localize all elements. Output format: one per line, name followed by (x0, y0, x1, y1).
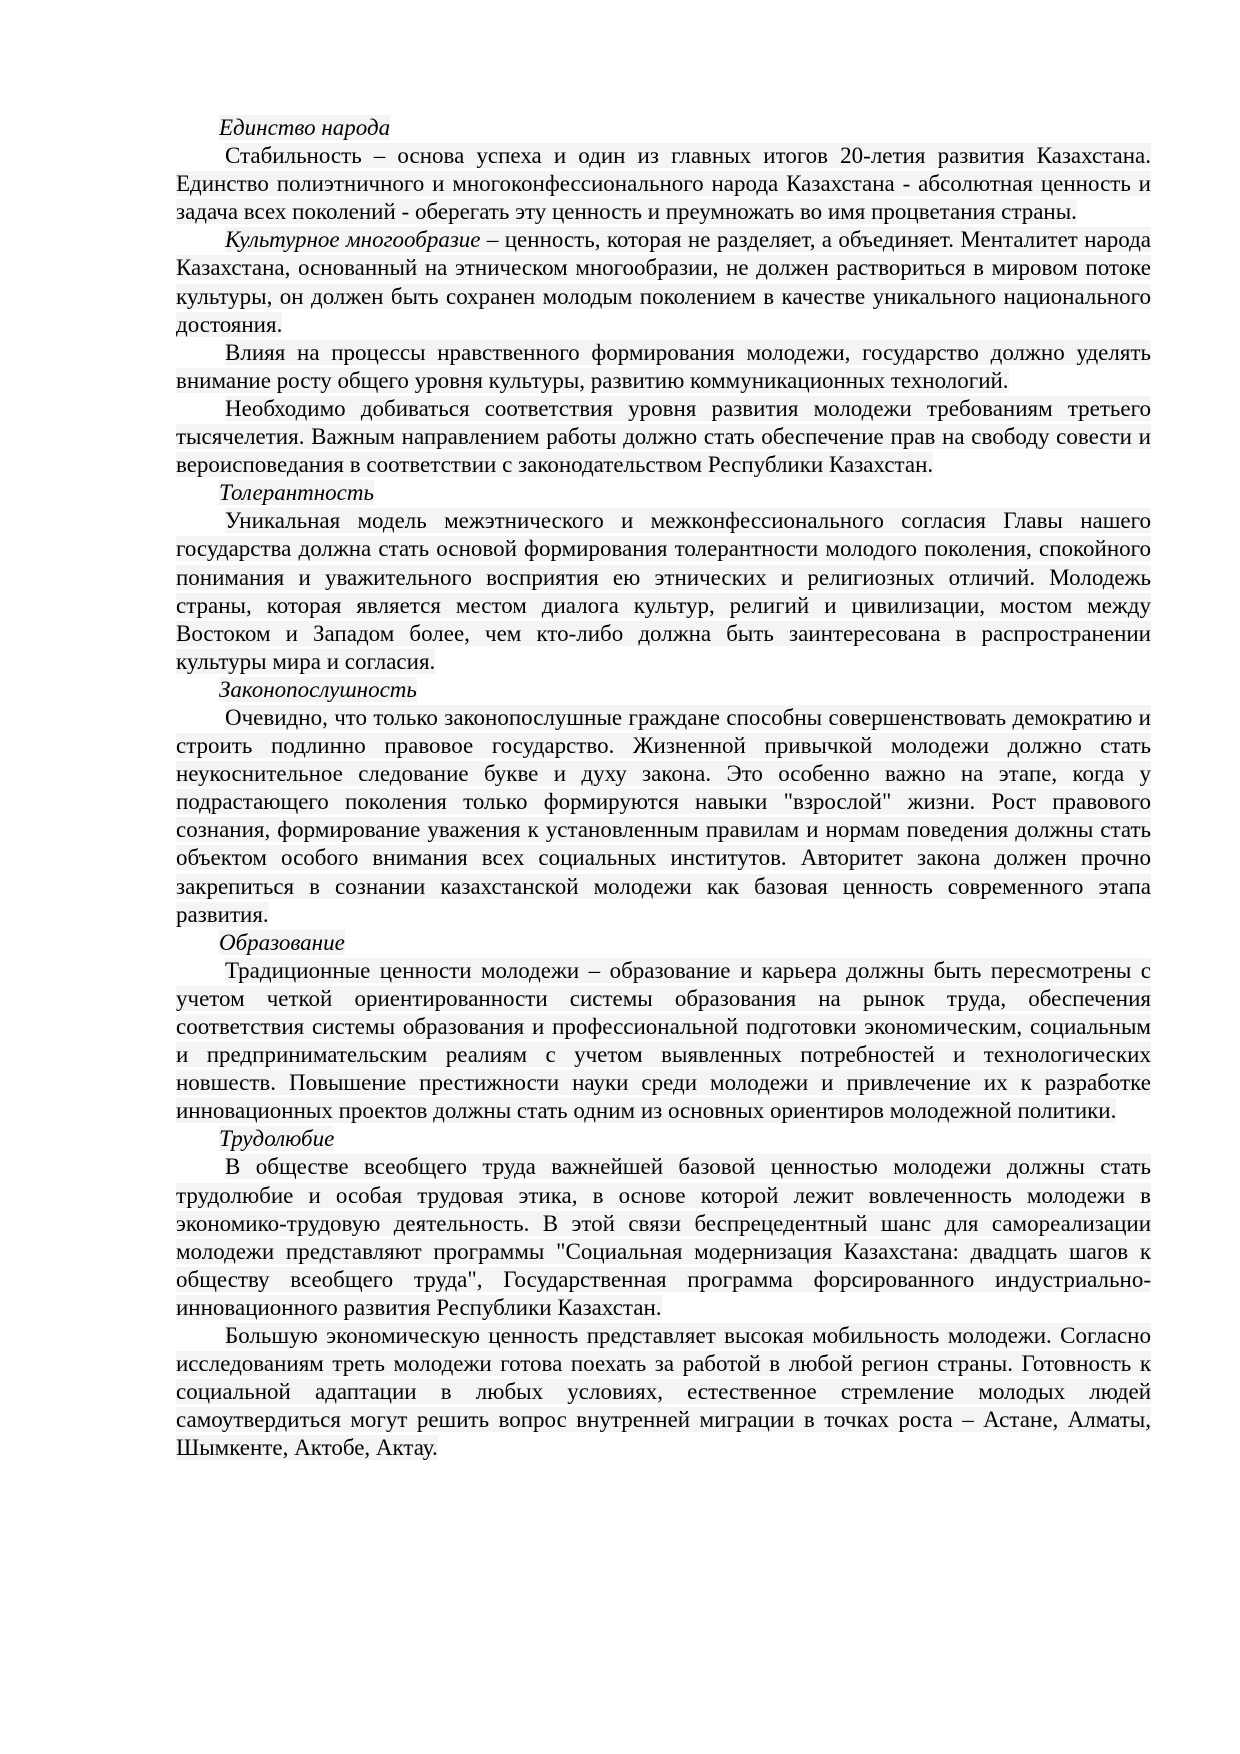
document-content (176, 114, 1151, 1463)
paragraph-text: Уникальная модель межэтнического и межконфессионального согласия Главы нашего государства должна стать основой формирования толерантности молодого поколения, спокойного понимания и уважительного восприятия ею этнических и религиозных отличий. Молодежь страны, которая является местом диалога культур, религий и цивилизации, мостом между Востоком и Западом более, чем кто-либо должна быть заинтересована в распространении культуры мира и согласия. (176, 508, 1151, 674)
paragraph-stability (176, 142, 1151, 226)
paragraph-text: Влияя на процессы нравственного формирования молодежи, государство должно уделять внимание росту общего уровня культуры, развитию коммуникационных технологий. (176, 339, 1151, 393)
paragraph-text: Необходимо добиваться соответствия уровня развития молодежи требованиям третьего тысячелетия. Важным направлением работы должно стать обеспечение прав на свободу совести и вероисповедания в соответствии с законодательством Республики Казахстан. (176, 395, 1151, 478)
section-heading-education (176, 929, 1151, 957)
paragraph-moral-formation (176, 339, 1151, 395)
heading-text: Образование (219, 929, 345, 955)
paragraph-text: Традиционные ценности молодежи – образование и карьера должны быть пересмотрены с учетом четкой ориентированности системы образования на рынок труда, обеспечения соответствия системы образования и профессиональной подготовки экономическим, социальным и предпринимательским реалиям с учетом выявленных потребностей и технологических новшеств. Повышение престижности науки среди молодежи и привлечение их к разработке инновационных проектов должны стать одним из основных ориентиров молодежной политики. (176, 957, 1151, 1124)
paragraph-mobility (176, 1322, 1151, 1462)
section-heading-diligence (176, 1125, 1151, 1153)
heading-text: Законопослушность (219, 676, 417, 702)
heading-text: Трудолюбие (219, 1126, 335, 1152)
paragraph-text: Большую экономическую ценность представляет высокая мобильность молодежи. Согласно исследованиям треть молодежи готова поехать за работой в любой регион страны. Готовность к социальной адаптации в любых условиях, естественное стремление молодых людей самоутвердиться могут решить вопрос внутренней миграции в точках роста – Астане, Алматы, Шымкенте, Актобе, Актау. (176, 1323, 1151, 1461)
paragraph-diligence (176, 1153, 1151, 1322)
section-heading-unity (176, 114, 1151, 142)
paragraph-text: Очевидно, что только законопослушные граждане способны совершенствовать демократию и строить подлинно правовое государство. Жизненной привычкой молодежи должно стать неукоснительное следование букве и духу закона. Это особенно важно на этапе, когда у подрастающего поколения только формируются навыки "взрослой" жизни. Рост правового сознания, формирование уважения к установленным правилам и нормам поведения должны стать объектом особого внимания всех социальных институтов. Авторитет закона должен прочно закрепиться в сознании казахстанской молодежи как базовая ценность современного этапа развития. (176, 704, 1151, 927)
paragraph-tolerance (176, 507, 1151, 676)
paragraph-text: В обществе всеобщего труда важнейшей базовой ценностью молодежи должны стать трудолюбие и особая трудовая этика, в основе которой лежит вовлеченность молодежи в экономико-трудовую деятельность. В этой связи беспрецедентный шанс для самореализации молодежи представляют программы "Социальная модернизация Казахстана: двадцать шагов к обществу всеобщего труда", Государственная программа форсированного индустриально-инновационного развития Республики Казахстан. (176, 1154, 1151, 1320)
section-heading-law-abidance (176, 676, 1151, 704)
paragraph-text: Стабильность – основа успеха и один из главных итогов 20-летия развития Казахстана. Единство полиэтничного и многоконфессионального народа Казахстана - абсолютная ценность и задача всех поколений - оберегать эту ценность и преумножать во имя процветания страны. (176, 143, 1151, 225)
paragraph-text (176, 227, 1151, 336)
paragraph-body-text: – ценность, которая не разделяет, а объединяет. Менталитет народа Казахстана, основанный на этническом многообразии, не должен раствориться в мировом потоке культуры, он должен быть сохранен молодым поколением в качестве уникального национального достояния. (176, 227, 1151, 337)
inline-heading-cultural-diversity: Культурное многообразие (225, 227, 481, 253)
paragraph-third-millennium (176, 395, 1151, 479)
section-heading-tolerance (176, 479, 1151, 507)
paragraph-cultural-diversity (176, 226, 1151, 338)
heading-text: Толерантность (219, 480, 374, 506)
paragraph-education (176, 957, 1151, 1126)
paragraph-law-abidance (176, 704, 1151, 929)
heading-text: Единство народа (219, 115, 391, 140)
